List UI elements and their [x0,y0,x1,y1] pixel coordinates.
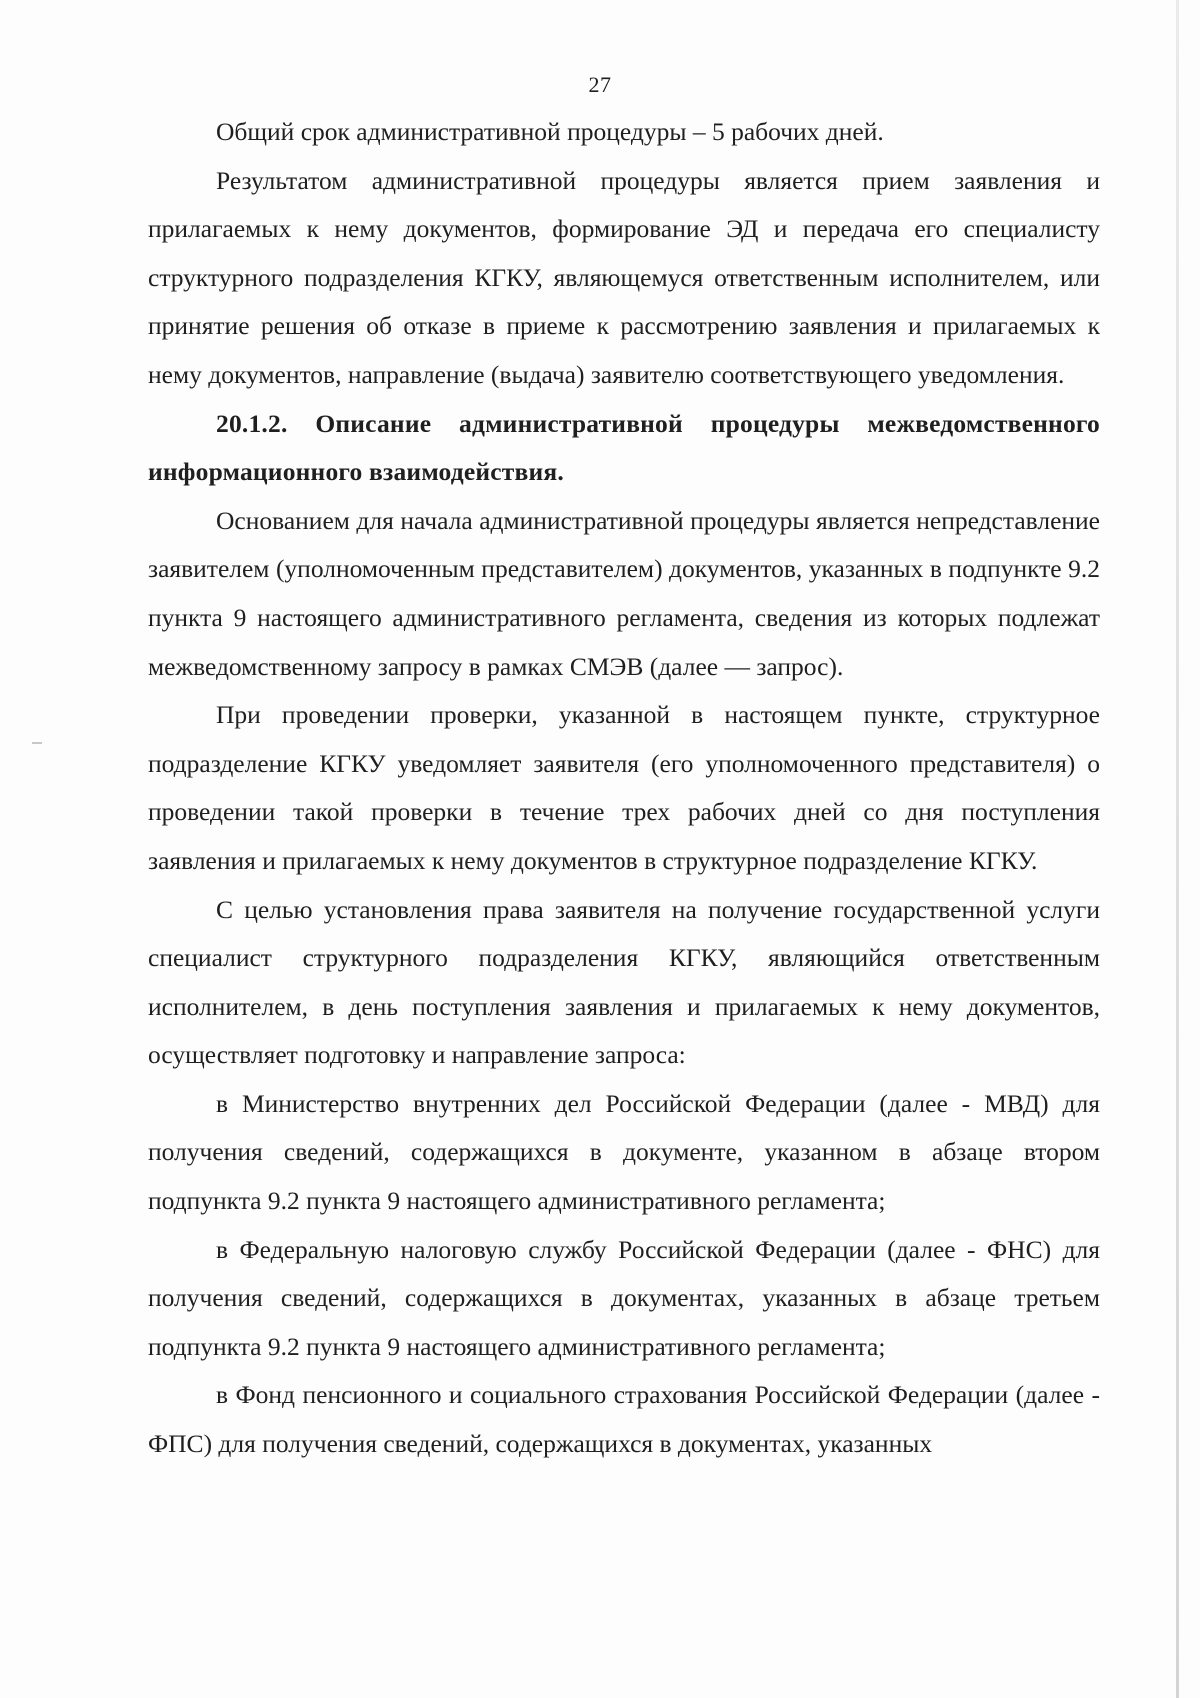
paragraph-procedure-result: Результатом административной процедуры является прием заявления и прилагаемых к нему документов, формирование ЭД и передача его специалисту структурного подразделения КГКУ, являющемуся ответственным исполнителем, или принятие решения об отказе в приеме к рассмотрению заявления и прилагаемых к нему документов, направление (выдача) заявителю соответствующего уведомления. [148,165,1100,389]
scan-edge-line [1176,0,1179,1698]
section-heading-20-1-2: 20.1.2. Описание административной процедуры межведомственного информационного взаимодействия. [148,408,1100,487]
document-body [148,108,1100,1469]
paragraph-request-purpose: С целью установления права заявителя на получение государственной услуги специалист структурного подразделения КГКУ, являющийся ответственным исполнителем, в день поступления заявления и прилагаемых к нему документов, осуществляет подготовку и направление запроса: [148,894,1100,1070]
scan-margin-mark [32,742,42,744]
paragraph-procedure-basis: Основанием для начала административной процедуры является непредставление заявителем (уполномоченным представителем) документов, указанных в подпункте 9.2 пункта 9 настоящего административного регламента, сведения из которых подлежат межведомственному запросу в рамках СМЭВ (далее — запрос). [148,505,1100,681]
paragraph-request-fns: в Федеральную налоговую службу Российской Федерации (далее - ФНС) для получения сведений, содержащихся в документах, указанных в абзаце третьем подпункта 9.2 пункта 9 настоящего административного регламента; [148,1234,1100,1361]
paragraph-procedure-term: Общий срок административной процедуры – 5 рабочих дней. [216,117,884,146]
page-number: 27 [588,72,612,97]
paragraph-request-mvd: в Министерство внутренних дел Российской Федерации (далее - МВД) для получения сведений, содержащихся в документе, указанном в абзаце втором подпункта 9.2 пункта 9 настоящего административного регламента; [148,1088,1100,1216]
paragraph-verification-notice: При проведении проверки, указанной в настоящем пункте, структурное подразделение КГКУ уведомляет заявителя (его уполномоченного представителя) о проведении такой проверки в течение трех рабочих дней со дня поступления заявления и прилагаемых к нему документов в структурное подразделение КГКУ. [148,700,1100,875]
paragraph-request-fps: в Фонд пенсионного и социального страхования Российской Федерации (далее - ФПС) для получения сведений, содержащихся в документах, указанных [148,1380,1100,1459]
